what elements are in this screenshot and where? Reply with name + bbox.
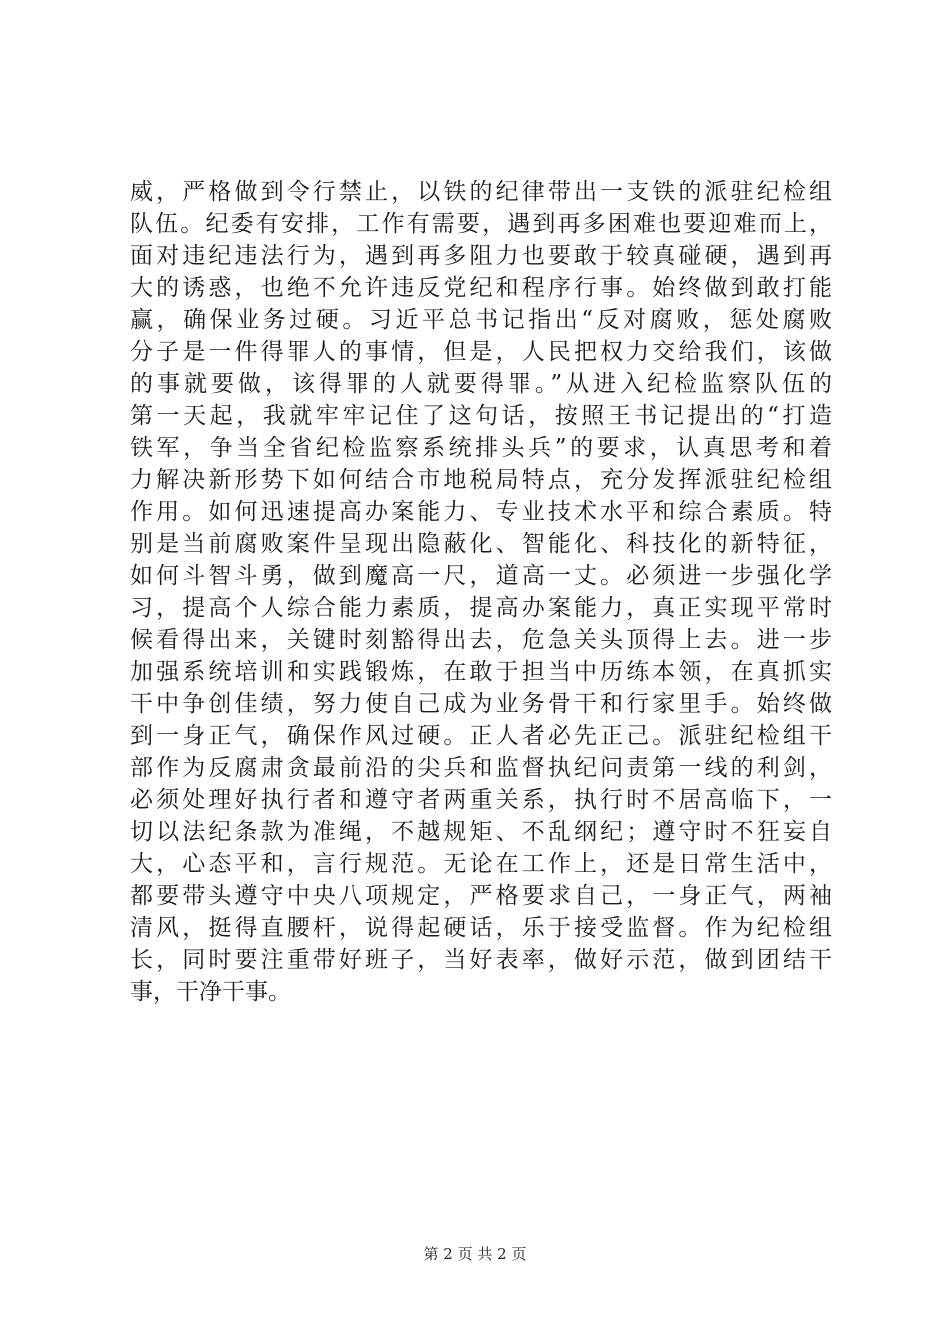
text-line: 加强系统培训和实践锻炼，在敢于担当中历练本领，在真抓实 — [130, 659, 832, 685]
text-line: 如何斗智斗勇，做到魔高一尺，道高一丈。必须进一步强化学 — [130, 563, 832, 589]
text-line: 队伍。纪委有安排，工作有需要，遇到再多困难也要迎难而上， — [130, 211, 832, 237]
text-line: 别是当前腐败案件呈现出隐蔽化、智能化、科技化的新特征， — [130, 531, 832, 557]
text-line: 作用。如何迅速提高办案能力、专业技术水平和综合素质。特 — [130, 499, 832, 525]
text-line: 铁军，争当全省纪检监察系统排头兵”的要求，认真思考和着 — [130, 435, 832, 461]
text-line: 面对违纪违法行为，遇到再多阻力也要敢于较真碰硬，遇到再 — [130, 243, 832, 269]
body-text — [130, 176, 832, 1008]
text-line: 威，严格做到令行禁止，以铁的纪律带出一支铁的派驻纪检组 — [130, 179, 832, 205]
text-line: 清风，挺得直腰杆，说得起硬话，乐于接受监督。作为纪检组 — [130, 915, 832, 941]
page-number-footer: 第 2 页 共 2 页 — [423, 1245, 527, 1263]
text-line: 分子是一件得罪人的事情，但是，人民把权力交给我们，该做 — [130, 339, 832, 365]
text-line: 的事就要做，该得罪的人就要得罪。”从进入纪检监察队伍的 — [130, 371, 832, 397]
text-line: 赢，确保业务过硬。习近平总书记指出“反对腐败，惩处腐败 — [130, 307, 832, 333]
text-line: 习，提高个人综合能力素质，提高办案能力，真正实现平常时 — [130, 595, 832, 621]
text-line: 长，同时要注重带好班子，当好表率，做好示范，做到团结干 — [130, 947, 832, 973]
text-line: 大的诱惑，也绝不允许违反党纪和程序行事。始终做到敢打能 — [130, 275, 832, 301]
text-line: 到一身正气，确保作风过硬。正人者必先正己。派驻纪检组干 — [130, 723, 832, 749]
text-line: 力解决新形势下如何结合市地税局特点，充分发挥派驻纪检组 — [130, 467, 832, 493]
text-line: 必须处理好执行者和遵守者两重关系，执行时不居高临下，一 — [130, 787, 832, 813]
text-line: 第一天起，我就牢牢记住了这句话，按照王书记提出的“打造 — [130, 403, 832, 429]
text-line: 大，心态平和，言行规范。无论在工作上，还是日常生活中， — [130, 851, 832, 877]
text-line: 候看得出来，关键时刻豁得出去，危急关头顶得上去。进一步 — [130, 627, 832, 653]
text-line: 都要带头遵守中央八项规定，严格要求自己，一身正气，两袖 — [130, 883, 832, 909]
text-line: 干中争创佳绩，努力使自己成为业务骨干和行家里手。始终做 — [130, 691, 832, 717]
text-line: 切以法纪条款为准绳，不越规矩、不乱纲纪；遵守时不狂妄自 — [130, 819, 832, 845]
text-line-last: 事，干净干事。 — [130, 979, 291, 1005]
text-line: 部作为反腐肃贪最前沿的尖兵和监督执纪问责第一线的利剑， — [130, 755, 832, 781]
